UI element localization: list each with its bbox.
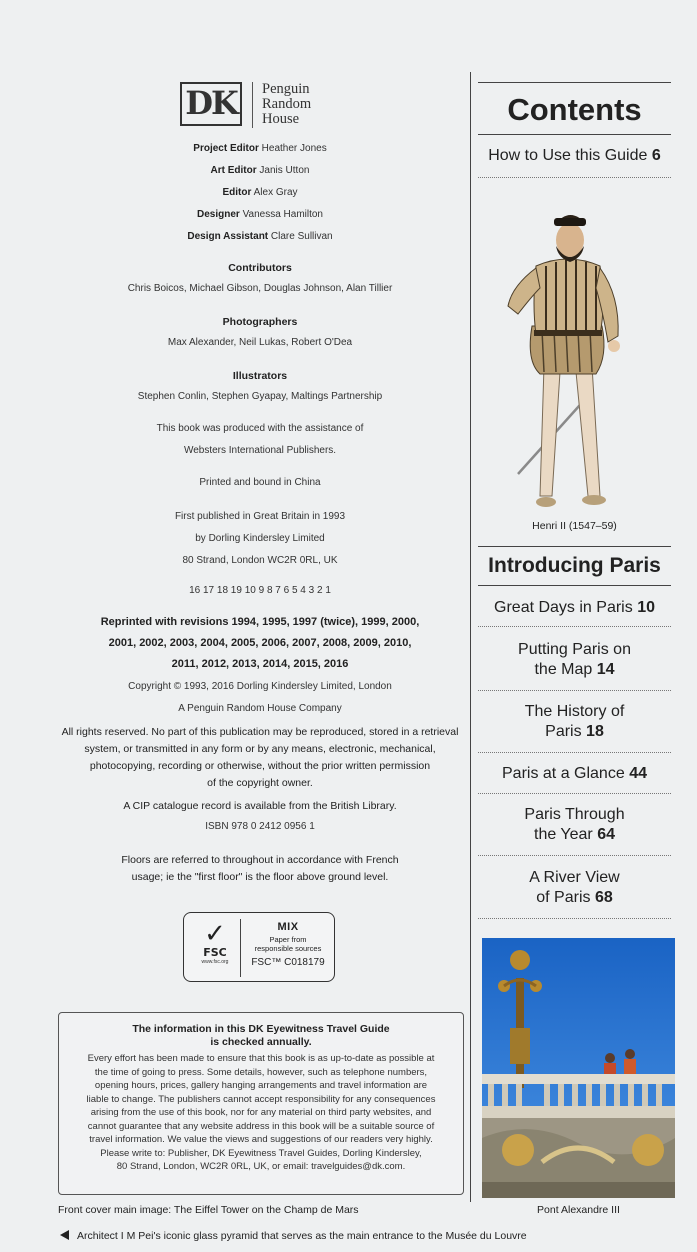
credit-line: Project Editor Heather Jones [193, 143, 327, 154]
illustrators-names: Stephen Conlin, Stephen Gyapay, Maltings Partnership [137, 391, 383, 402]
pont-alexandre-photo [482, 938, 675, 1198]
rule [478, 585, 671, 586]
cip-line: A CIP catalogue record is available from the British Library. [123, 800, 397, 812]
information-box [58, 1012, 464, 1195]
henri-ii-illustration [496, 196, 636, 514]
fsc-text: MIX Paper from responsible sources FSC™ C018179 [251, 921, 325, 968]
publisher-logo [180, 82, 340, 128]
contents-title: Contents [507, 92, 642, 127]
fsc-divider [240, 919, 241, 977]
credit-line: Art Editor Janis Utton [210, 165, 310, 176]
production-note: This book was produced with the assistance of Websters International Publishers. [156, 423, 364, 456]
dotted-rule [478, 793, 671, 794]
penguin-random-house-wordmark: Penguin Random House [262, 81, 312, 127]
first-published: First published in Great Britain in 1993 by Dorling Kindersley Limited 80 Strand, London WC2R 0RL, UK [174, 511, 346, 566]
copyright-line: Copyright © 1993, 2016 Dorling Kindersley Limited, London [128, 681, 392, 692]
rule [478, 82, 671, 83]
dotted-rule [478, 626, 671, 627]
fsc-badge [183, 912, 335, 982]
toc-item[interactable]: A River View of Paris 68 [529, 869, 620, 906]
fsc-tree-logo: ✓ FSC www.fsc.org [192, 919, 238, 975]
dotted-rule [478, 918, 671, 919]
contributors-heading: Contributors [228, 262, 292, 274]
isbn-line: ISBN 978 0 2412 0956 1 [205, 821, 315, 832]
logo-divider [252, 82, 253, 128]
rule [478, 134, 671, 135]
credits-list [50, 138, 470, 248]
floors-note: Floors are referred to throughout in accordance with French usage; ie the "first floor" is the floor above ground level. [121, 854, 399, 883]
dk-logo: DK [180, 82, 242, 126]
credit-line: Design Assistant Clare Sullivan [187, 231, 333, 242]
dotted-rule [478, 690, 671, 691]
photographers-names: Max Alexander, Neil Lukas, Robert O'Dea [167, 337, 353, 348]
credit-line: Designer Vanessa Hamilton [197, 209, 323, 220]
pyramid-caption: Architect I M Pei's iconic glass pyramid that serves as the main entrance to the Musée du Louvre [60, 1230, 527, 1242]
pont-caption: Pont Alexandre III [537, 1204, 620, 1216]
arrow-left-icon [60, 1230, 69, 1240]
toc-item[interactable]: Putting Paris on the Map 14 [518, 641, 631, 678]
photographers-heading: Photographers [222, 316, 298, 328]
toc-item[interactable]: Paris at a Glance 44 [502, 765, 647, 782]
section-title: Introducing Paris [488, 554, 661, 577]
dotted-rule [478, 855, 671, 856]
toc-item[interactable]: The History of Paris 18 [524, 703, 625, 740]
rights-notice: All rights reserved. No part of this publication may be reproduced, stored in a retrieval system, or transmitted in any form or by any means, electronic, mechanical, photocopying, recording or otherwise, without the prior written permission of the copyright owner. [61, 726, 459, 789]
rule [478, 546, 671, 547]
cover-image-caption: Front cover main image: The Eiffel Tower on the Champ de Mars [58, 1204, 359, 1216]
toc-item[interactable]: Paris Through the Year 64 [524, 806, 625, 843]
henri-caption: Henri II (1547–59) [532, 520, 617, 532]
company-line: A Penguin Random House Company [178, 703, 342, 714]
printed-line: Printed and bound in China [199, 477, 321, 488]
column-divider [470, 72, 471, 1202]
credit-line: Editor Alex Gray [222, 187, 298, 198]
illustrators-heading: Illustrators [232, 370, 288, 382]
toc-item[interactable]: Great Days in Paris 10 [494, 599, 655, 616]
tree-check-icon: ✓ [204, 918, 226, 948]
toc-item[interactable]: How to Use this Guide 6 [488, 147, 661, 164]
infobox-title: The information in this DK Eyewitness Travel Guide is checked annually. [132, 1023, 390, 1048]
dotted-rule [478, 177, 671, 178]
dotted-rule [478, 752, 671, 753]
contributors-names: Chris Boicos, Michael Gibson, Douglas Johnson, Alan Tillier [127, 283, 393, 294]
infobox-body: Every effort has been made to ensure that this book is as up-to-date as possible at the time of going to press. Some details, however, such as telephone numbers, opening hours, prices, gallery hanging arrangements and travel information are liable to change. The publishers cannot accept responsibility for any consequences arising from the use of this book, nor for any material on third party websites, and cannot guarantee that any website address in this book will be a suitable source of travel information. We value the views and suggestions of our readers very highly. Please write to: Publisher, DK Eyewitness Travel Guides, Dorling Kindersley, 80 Strand, London, WC2R 0RL, UK, or email: travelguides@dk.com. [86, 1053, 436, 1172]
reprint-history: Reprinted with revisions 1994, 1995, 1997 (twice), 1999, 2000, 2001, 2002, 2003, 2004, 2005, 2006, 2007, 2008, 2009, 2010, 2011, 2012, 2013, 2014, 2015, 2016 [100, 616, 420, 670]
print-line: 16 17 18 19 10 9 8 7 6 5 4 3 2 1 [189, 585, 331, 596]
